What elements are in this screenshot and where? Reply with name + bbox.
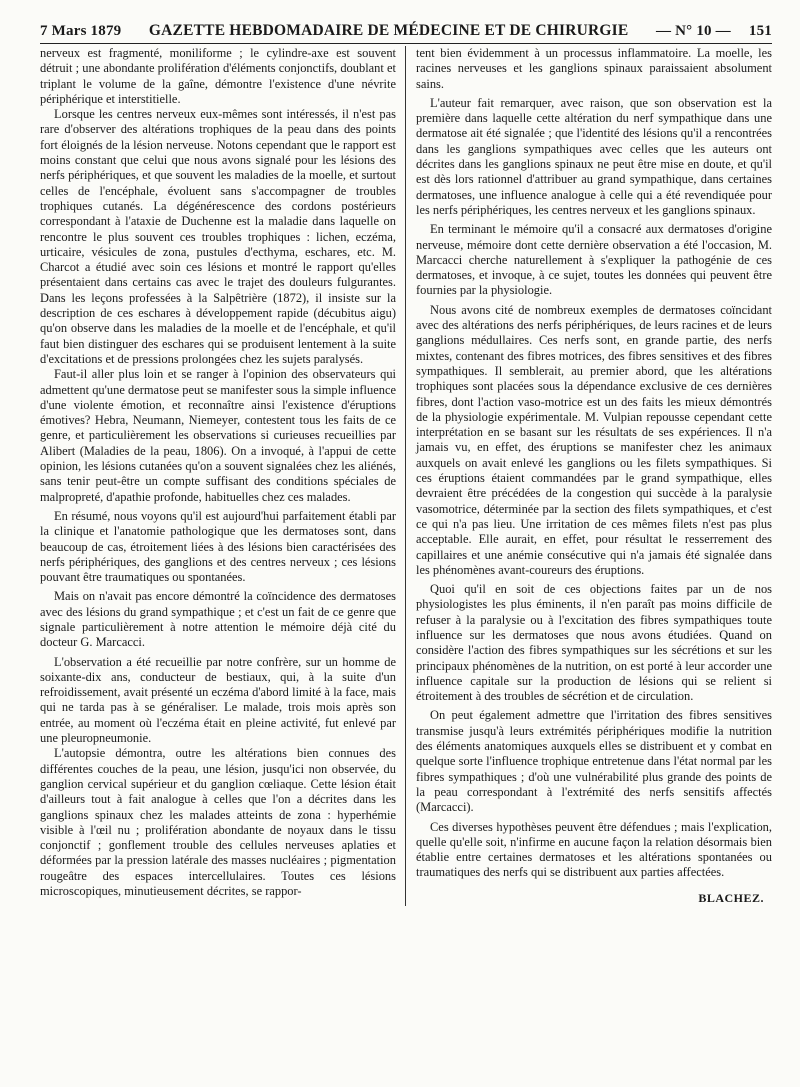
header-rule [40,43,772,44]
right-column [406,46,772,906]
page-number: 151 [748,23,772,39]
issue-date: 7 Mars 1879 [40,23,122,39]
issue-number: — N° 10 — [655,23,731,39]
header-right [656,23,772,40]
paragraph: L'autopsie démontra, outre les altérations bien connues des différentes couches de la peau, une lésion, jusqu'ici non observée, du ganglion cervical supérieur et du ganglion cœliaque. Cette lésion était d'ailleurs tout à fait analogue à celles que l'on a décrites dans les ganglions spinaux chez les malades atteints de zona : hyperhémie visible à l'œil nu ; prolifération abondante de noyaux dans le tissu conjonctif ; gonflement trouble des cellules nerveuses aplaties et déformées par la pression latérale des masses nucléaires ; pigmentation rougeâtre des espaces intercellulaires. Toutes ces lésions microscopiques, minutieusement décrites, se rappor- [40,746,396,899]
paragraph: Quoi qu'il en soit de ces objections faites par un de nos physiologistes les plus éminents, il n'en paraît pas moins difficile de refuser à la paralysie ou à l'excitation des fibres sympathiques toute influence sur les dermatoses que nous avons étudiées. Quand on considère l'action des fibres sympathiques sur les sécrétions et sur les principaux phénomènes de la nutrition, on est porté à leur accorder une influence capitale sur la production de lésions qui se relient si étroitement à des troubles de sécrétion et de circulation. [416,582,772,704]
paragraph: nerveux est fragmenté, moniliforme ; le cylindre-axe est souvent détruit ; une abondante prolifération d'éléments conjonctifs, doublant et triplant le volume de la gaîne, démontre l'existence d'une névrite périphérique et interstitielle. [40,46,396,106]
text-columns [40,46,772,906]
paragraph: L'auteur fait remarquer, avec raison, que son observation est la première dans laquelle cette altération du nerf sympathique dans une dermatose ait été signalée ; que l'identité des lésions qu'il a rencontrées dans les ganglions sympathiques avec celles que les auteurs ont décrites dans les ganglions spinaux ne peut être mise en doute, et qu'il est dès lors rationnel d'attribuer au grand sympathique, dans certaines dermatoses, une influence analogue à celle qui a été revendiquée pour les nerfs périphériques, les centres nerveux et les ganglions spinaux. [416,95,772,217]
page-header [40,22,772,43]
paragraph: tent bien évidemment à un processus inflammatoire. La moelle, les racines nerveuses et les ganglions spinaux paraissaient absolument sains. [416,46,772,91]
author-signature: BLACHEZ. [698,890,764,905]
paragraph: On peut également admettre que l'irritation des fibres sensitives transmise jusqu'à leurs extrémités périphériques modifie la nutrition des éléments anatomiques auxquels elles se distribuent et y combat en quelque sorte l'influence trophique entretenue dans l'état normal par les fibres sympathiques ; d'où une vulnérabilité plus grande des points de la peau correspondant à l'extrémité des nerfs sensitifs affectés (Marcacci). [416,708,772,815]
paragraph: Faut-il aller plus loin et se ranger à l'opinion des observateurs qui admettent qu'une dermatose peut se manifester sous la simple influence d'une violente émotion, et reconnaître ainsi l'existence d'éruptions émotives? Hebra, Neumann, Niemeyer, contestent tous les faits de ce genre, et particulièrement les observations si curieuses recueillies par Alibert (Maladies de la peau, 1806). On a invoqué, à l'appui de cette opinion, les lésions cutanées qu'on a souvent signalées chez les aliénés, sans tenir peut-être un compte suffisant des conditions spéciales de malpropreté, d'apathie profonde, habituelles chez ces malades. [40,367,396,504]
left-column [40,46,406,906]
paragraph: Ces diverses hypothèses peuvent être défendues ; mais l'explication, quelle qu'elle soit, n'infirme en aucune façon la relation désormais bien établie entre certaines dermatoses et les altérations spontanées ou traumatiques des nerfs qui se distribuent aux parties affectées. [416,819,772,880]
paragraph: En résumé, nous voyons qu'il est aujourd'hui parfaitement établi par la clinique et l'anatomie pathologique que les dermatoses sont, dans beaucoup de cas, étroitement liées à des lésions bien caractérisées des nerfs périphériques, des ganglions et des centres nerveux ; ces lésions pouvant être traumatiques ou spontanées. [40,508,396,585]
journal-title: GAZETTE HEBDOMADAIRE DE MÉDECINE ET DE CHIRURGIE [148,22,629,39]
paragraph: Mais on n'avait pas encore démontré la coïncidence des dermatoses avec des lésions du grand sympathique ; et c'est un fait de ce genre que signale particulièrement à notre attention le mémoire déjà cité du docteur G. Marcacci. [40,589,396,650]
paragraph: Nous avons cité de nombreux exemples de dermatoses coïncidant avec des altérations des nerfs périphériques, de leurs racines et de leurs ganglions médullaires. Ces nerfs sont, en grande partie, des nerfs mixtes, contenant des fibres motrices, des fibres sensitives et des fibres sympathiques. Il semblerait, au premier abord, que les altérations trophiques sont placées sous la dépendance exclusive de ces dernières fibres, dont l'action vaso-motrice est un des faits les mieux démontrés de la physiologie expérimentale. M. Vulpian repousse cependant cette interprétation en se basant sur les résultats de ses expériences. Il n'a jamais vu, en effet, des éruptions se manifester chez les animaux auxquels on avait enlevé les ganglions ou les filets sympathiques. Si ces éruptions étaient commandées par le grand sympathique, elles devraient être précédées de la congestion qui succède à la paralysie vasomotrice, déterminée par la section des filets sympathiques, et c'est ce qui n'a pas lieu. Une irritation de ces mêmes filets n'est pas plus acceptable. Elle aurait, en effet, pour résultat le resserrement des capillaires et une anémie consécutive qui n'a jamais été signalée dans les phénomènes avant-coureurs des éruptions. [416,302,772,577]
paragraph: L'observation a été recueillie par notre confrère, sur un homme de soixante-dix ans, conducteur de bestiaux, qui, à la suite d'un refroidissement, avait présenté un eczéma d'abord limité à la face, mais qui ne tarda pas à se généraliser. Le malade, trois mois après son entrée, au moment où l'eczéma était en pleine activité, fut enlevé par une pleuropneumonie. [40,654,396,746]
paragraph: Lorsque les centres nerveux eux-mêmes sont intéressés, il n'est pas rare d'observer des altérations trophiques de la peau dans des points fort éloignés de la lésion nerveuse. Notons cependant que le rapport est moins constant que celui que nous avons signalé pour les lésions des nerfs périphériques, et que souvent les maladies de la moelle, et surtout celles de l'encéphale, évoluent sans s'accompagner de troubles trophiques cutanés. La dégénérescence des cordons postérieurs correspondant à l'ataxie de Duchenne est la maladie dans laquelle on rencontre le plus souvent ces troubles trophiques : lichen, eczéma, urticaire, vésicules de zona, pustules d'ecthyma, eschares, etc. M. Charcot a étudié avec soin ces lésions et montré le rapport qu'elles présentaient dans certains cas avec le trajet des douleurs fulgurantes. Dans les leçons professées à la Salpêtrière (1872), il insiste sur la description de ces eschares à développement rapide (décubitus aigu) qu'on observe dans les maladies de la moelle et de l'encéphale, et qu'il faut bien distinguer des eschares qui se produisent lentement à la suite d'excitations et de pressions prolongées chez les sujets paralysés. [40,107,396,366]
paragraph: En terminant le mémoire qu'il a consacré aux dermatoses d'origine nerveuse, mémoire dont cette dernière observation a été l'occasion, M. Marcacci cherche naturellement à s'expliquer la pathogénie de ces dermatoses, et invoque, à ce sujet, toutes les données qui peuvent être fournies par la physiologie. [416,222,772,298]
